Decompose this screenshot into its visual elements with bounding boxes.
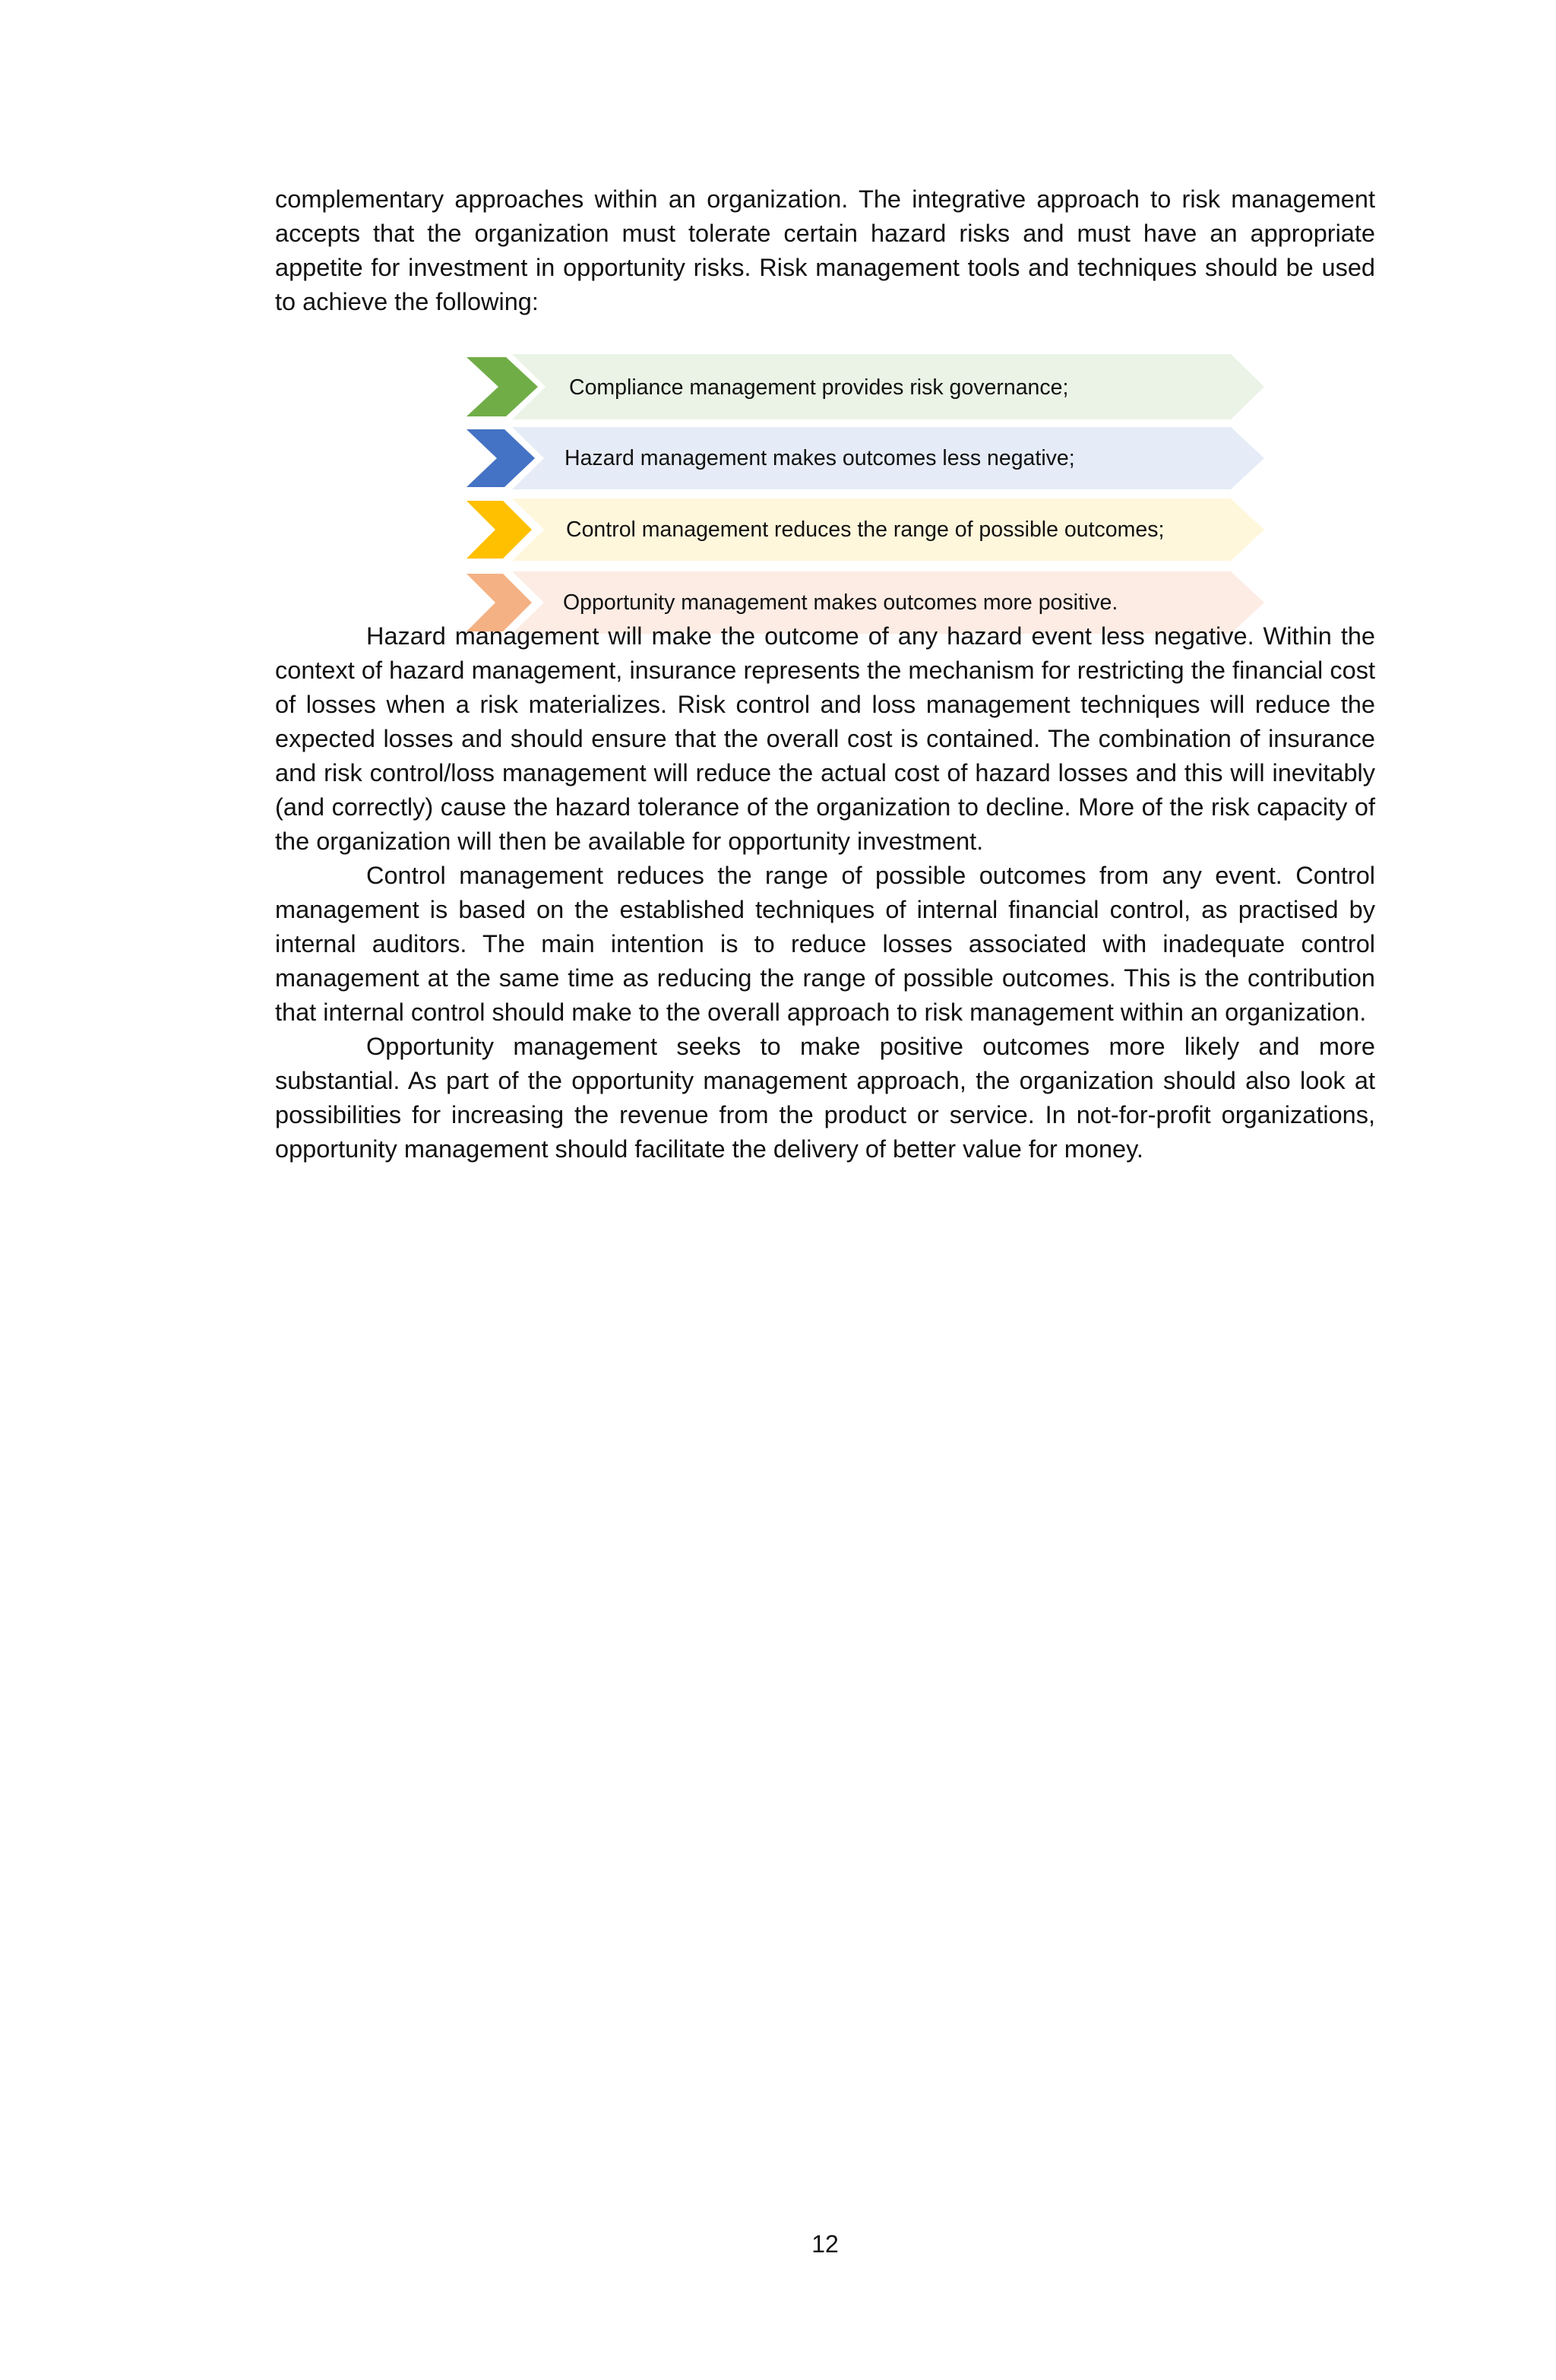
page-number: 12: [811, 2230, 839, 2258]
diagram-label-compliance: Compliance management provides risk governance;: [569, 375, 1069, 400]
risk-management-chevron-diagram: [465, 354, 1267, 635]
body-text-block: [275, 619, 1375, 1166]
diagram-label-hazard: Hazard management makes outcomes less negative;: [565, 446, 1075, 470]
paragraph-control-management: Control management reduces the range of possible outcomes from any event. Control management is based on the established techniques of internal financial control, as practised by internal auditors. The main intention is to reduce losses associated with inadequate control management at the same time as reducing the range of possible outcomes. This is the contribution that internal control should make to the overall approach to risk management within an organization.: [275, 862, 1375, 1026]
paragraph-hazard-management: Hazard management will make the outcome of any hazard event less negative. Within the context of hazard management, insurance represents the mechanism for restricting the financial cost of losses when a risk materializes. Risk control and loss management techniques will reduce the expected losses and should ensure that the overall cost is contained. The combination of insurance and risk control/loss management will reduce the actual cost of hazard losses and this will inevitably (and correctly) cause the hazard tolerance of the organization to decline. More of the risk capacity of the organization will then be available for opportunity investment.: [275, 622, 1375, 855]
diagram-label-control: Control management reduces the range of possible outcomes;: [566, 517, 1165, 542]
intro-text-block: [275, 182, 1375, 319]
paragraph-opportunity-management: Opportunity management seeks to make positive outcomes more likely and more substantial. As part of the opportunity management approach, the organization should also look at possibilities for increasing the revenue from the product or service. In not-for-profit organizations, opportunity management should facilitate the delivery of better value for money.: [275, 1033, 1375, 1163]
intro-paragraph: complementary approaches within an organization. The integrative approach to risk management accepts that the organization must tolerate certain hazard risks and must have an appropriate appetite for investment in opportunity risks. Risk management tools and techniques should be used to achieve the following:: [275, 185, 1375, 315]
diagram-label-opportunity: Opportunity management makes outcomes more positive.: [563, 590, 1118, 615]
chevron-control-icon: [466, 501, 532, 559]
